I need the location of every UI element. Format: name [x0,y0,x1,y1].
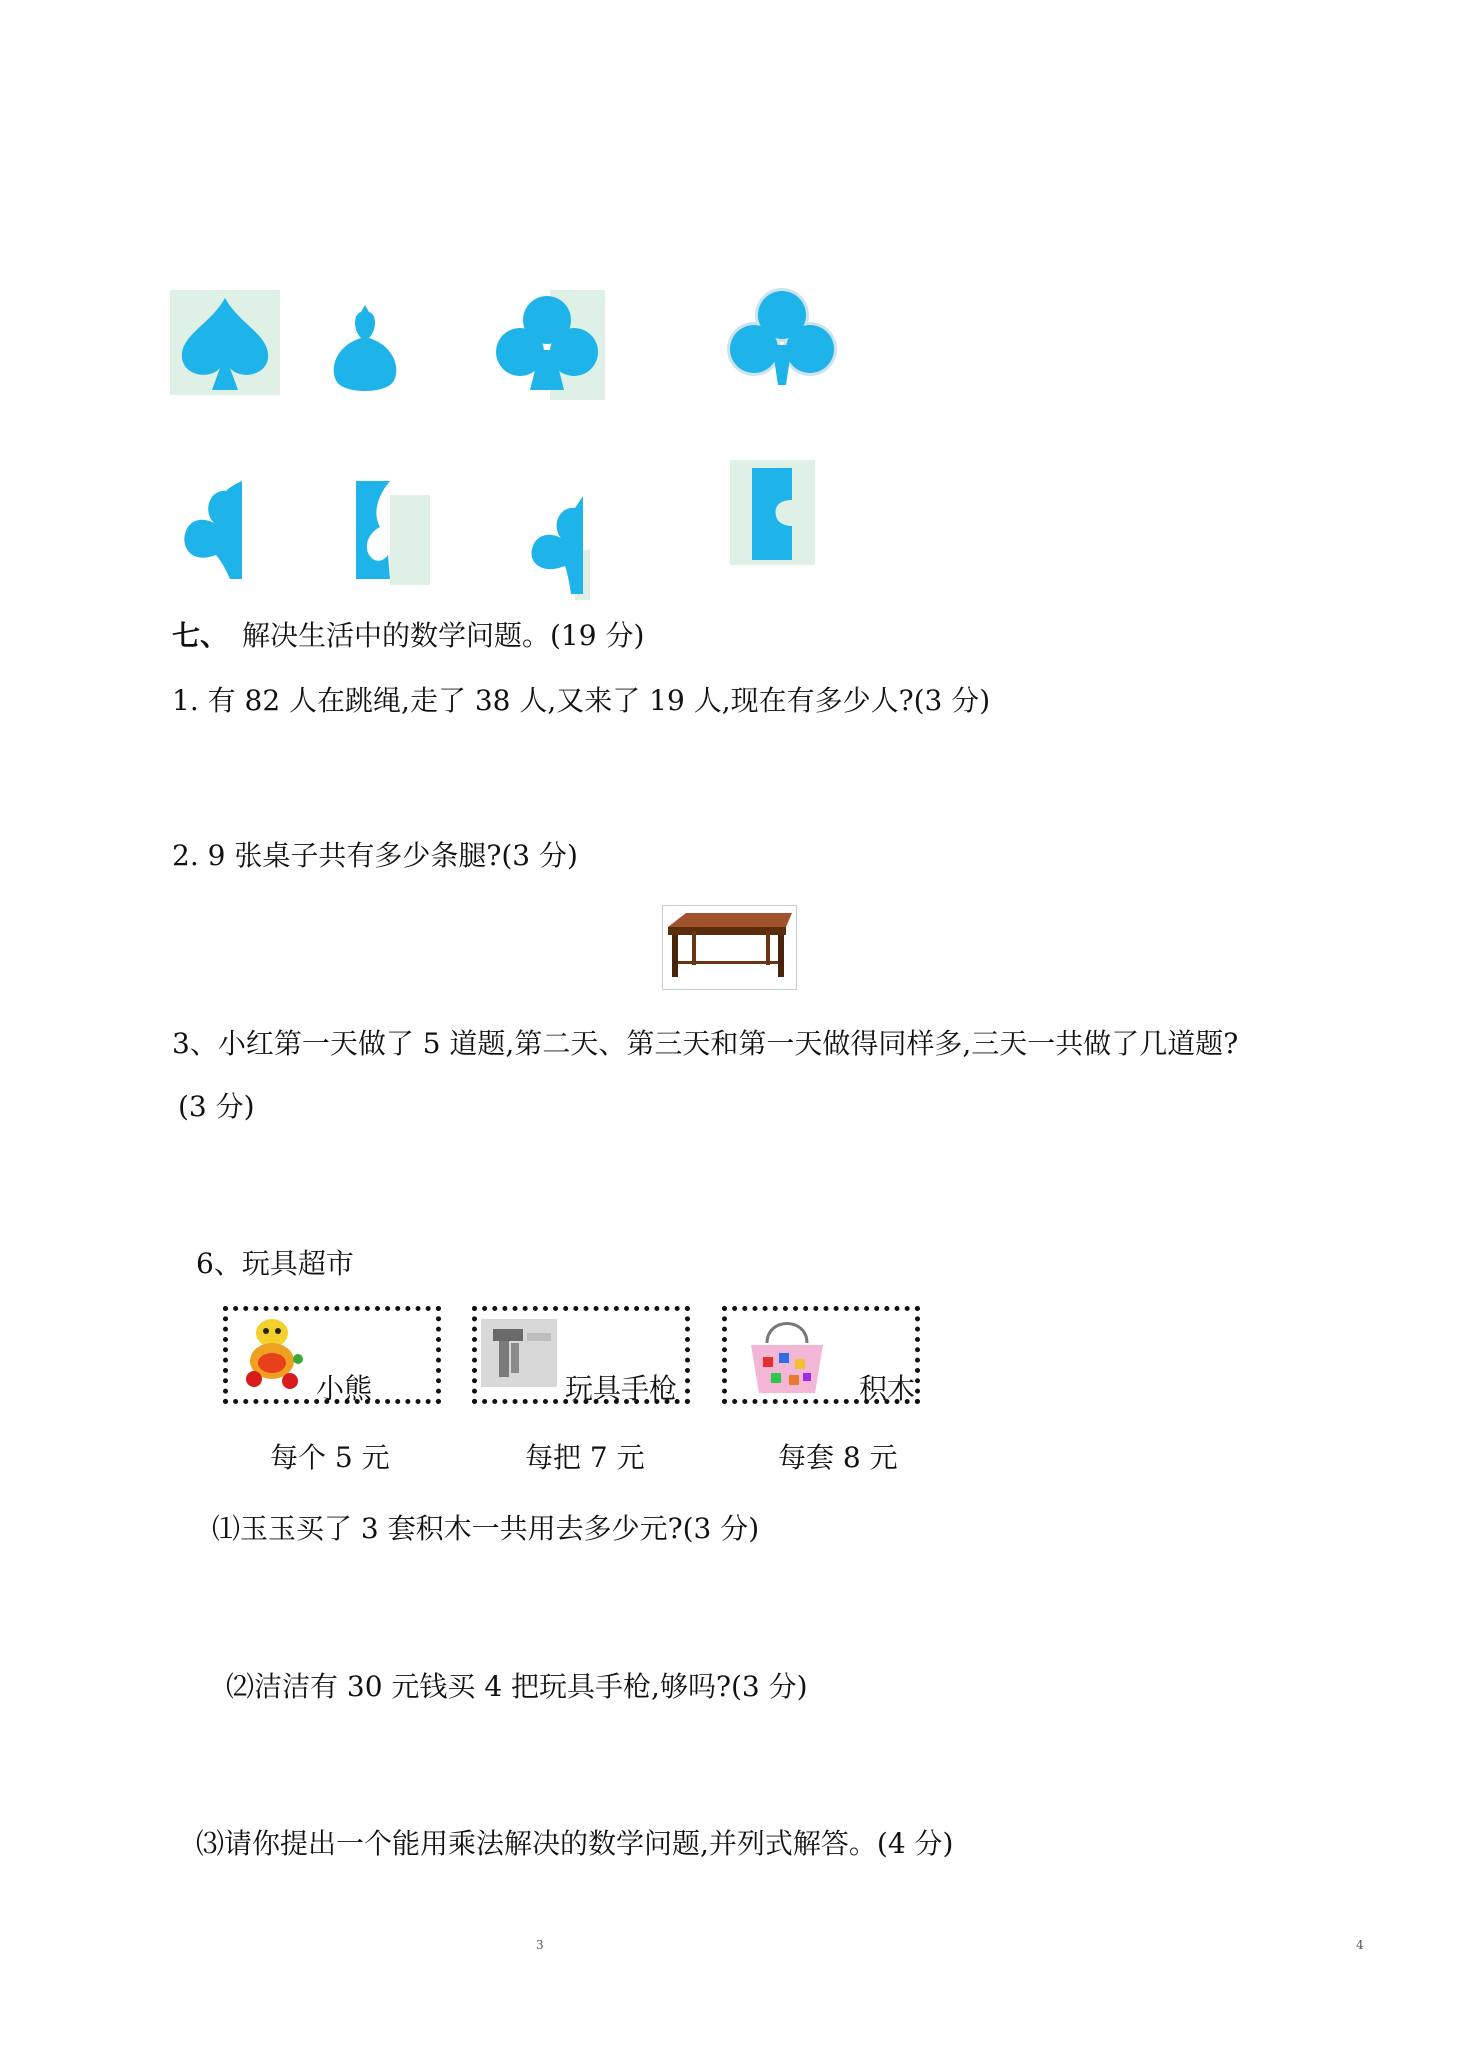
price-blocks: 每套 8 元 [778,1441,898,1474]
trefoil-shape-icon [722,285,842,390]
half-spade-cutout-icon [730,460,815,565]
question-6-sub-2: ⑵洁洁有 30 元钱买 4 把玩具手枪,够吗?(3 分) [226,1670,808,1703]
price-bear: 每个 5 元 [270,1441,390,1474]
toy-bear-icon [238,1313,308,1395]
club-shape-icon [490,290,605,400]
table-image [662,905,797,990]
spade-shape-icon [170,290,280,395]
question-3-line-1: 3、小红第一天做了 5 道题,第二天、第三天和第一天做得同样多,三天一共做了几道题? [172,1027,1239,1060]
toy-item-bear [223,1306,441,1404]
question-2: 2. 9 张桌子共有多少条腿?(3 分) [172,839,578,872]
page-number-right: 4 [1356,1938,1364,1952]
question-3-line-2: (3 分) [178,1090,255,1123]
section-heading: 解决生活中的数学问题。(19 分) [242,619,645,652]
half-trefoil-shape-icon [180,475,250,585]
toy-name-blocks: 积木 [859,1372,916,1405]
toy-name-gun: 玩具手枪 [565,1372,678,1405]
toy-item-blocks [722,1306,920,1404]
price-gun: 每把 7 元 [525,1441,645,1474]
question-6-sub-1: ⑴玉玉买了 3 套积木一共用去多少元?(3 分) [212,1512,760,1545]
gourd-shape-icon [325,300,405,395]
toy-item-gun [472,1306,690,1404]
page-number-left: 3 [536,1938,544,1952]
question-1: 1. 有 82 人在跳绳,走了 38 人,又来了 19 人,现在有多少人?(3 分) [172,684,991,717]
toy-gun-icon [481,1319,557,1387]
toy-name-bear: 小熊 [316,1372,373,1405]
section-number: 七、 [172,619,229,652]
building-blocks-icon [745,1311,829,1397]
question-6-sub-3: ⑶请你提出一个能用乘法解决的数学问题,并列式解答。(4 分) [196,1827,954,1860]
question-6-title: 6、玩具超市 [196,1247,354,1280]
half-club-shape-icon [525,490,590,600]
half-shape-cutout-icon [350,475,430,585]
